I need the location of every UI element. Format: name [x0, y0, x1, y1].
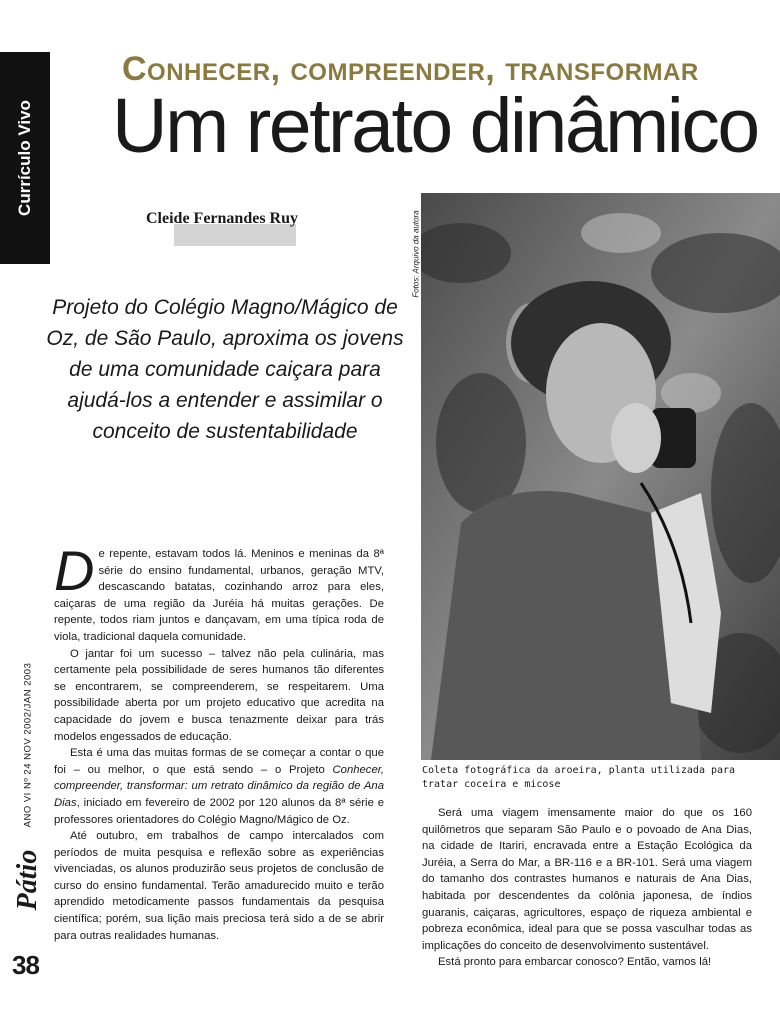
photo-credit-text: Fotos: Arquivo da autora — [411, 210, 421, 298]
photo-caption: Coleta fotográfica da aroeira, planta utilizada para tratar coceira e micose — [422, 765, 736, 790]
drop-cap: D — [54, 539, 95, 602]
paragraph-3: Esta é uma das muitas formas de se começar a contar o que foi – ou melhor, o que está sendo – o Projeto Conhecer, compreender, transformar: um retrato dinâmico da região de Ana Dias, iniciado em fevereiro de 2002 por 120 alunos da 8ª série e professores orientadores do Colégio Magno/Mágico de Oz. — [54, 747, 384, 826]
article-column-2 — [422, 805, 752, 971]
byline: Cleide Fernandes Ruy — [146, 210, 298, 227]
paragraph-4: Até outubro, em trabalhos de campo intercalados com períodos de muita pesquisa e reflexão sobre as experiências vivenciadas, os alunos produzirão seus projetos de conclusão de curso do ensino fundamental. Terão amadurecido muito e terão aprendido metodicamente passos fundamentais da pesquisa científica; porém, sua lição mais preciosa terá sido a de se abrir para outras realidades humanas. — [54, 830, 384, 942]
section-label: Currículo Vivo — [15, 100, 34, 216]
folio — [8, 645, 48, 915]
paragraph-1: De repente, estavam todos lá. Meninos e meninas da 8ª série do ensino fundamental, urbanos, geração MTV, descascando batatas, cozinhando arroz para eles, caiçaras de uma região da Juréia há muitas gerações. De repente, todos riam juntos e dançavam, em uma típica roda de viola, tradicional daquela comunidade. — [54, 539, 384, 643]
paragraph-5: Será uma viagem imensamente maior do que os 160 quilômetros que separam São Paulo e o povoado de Ana Dias, na cidade de Itariri, encravada entre a Estação Ecológica da Juréia, a Serra do Mar, a BR-116 e a BR-101. Será uma viagem do tamanho dos contrastes humanos e naturais de Ana Dias, habitada por descendentes da colônia japonesa, de índios guaranis, caiçaras, agricultores, espaço de riqueza ambiental e pobreza econômica, ideal para que se possa vasculhar todas as implicações do conceito de desenvolvimento sustentável. — [422, 807, 752, 952]
photo-illustration — [421, 193, 780, 760]
paragraph-6: Está pronto para embarcar conosco? Então, vamos lá! — [438, 956, 712, 969]
magazine-logo: Pátio — [12, 849, 43, 911]
issue-info: ANO VI Nº 24 NOV 2002/JAN 2003 — [22, 662, 34, 828]
page-number: 38 — [12, 950, 39, 980]
lede: Projeto do Colégio Magno/Mágico de Oz, de São Paulo, aproxima os jovens de uma comunidade caiçara para ajudá-los a entender e assimilar o conceito de sustentabilidade — [46, 296, 404, 443]
paragraph-2: O jantar foi um sucesso – talvez não pela culinária, mas certamente pela possibilidade de seres humanos tão diferentes se encontrarem, se compreenderem, se respeitarem. Uma possibilidade aberta por um projeto educativo que acredita na capacidade do jovem e busca tenazmente deixar para trás modelos engessados de educação. — [54, 647, 384, 743]
article-column-1 — [54, 539, 384, 944]
section-tab — [0, 52, 50, 264]
article-photo — [421, 193, 780, 760]
headline: Um retrato dinâmico — [112, 83, 758, 169]
kicker-title: Conhecer, compreender, transformar — [122, 50, 699, 88]
